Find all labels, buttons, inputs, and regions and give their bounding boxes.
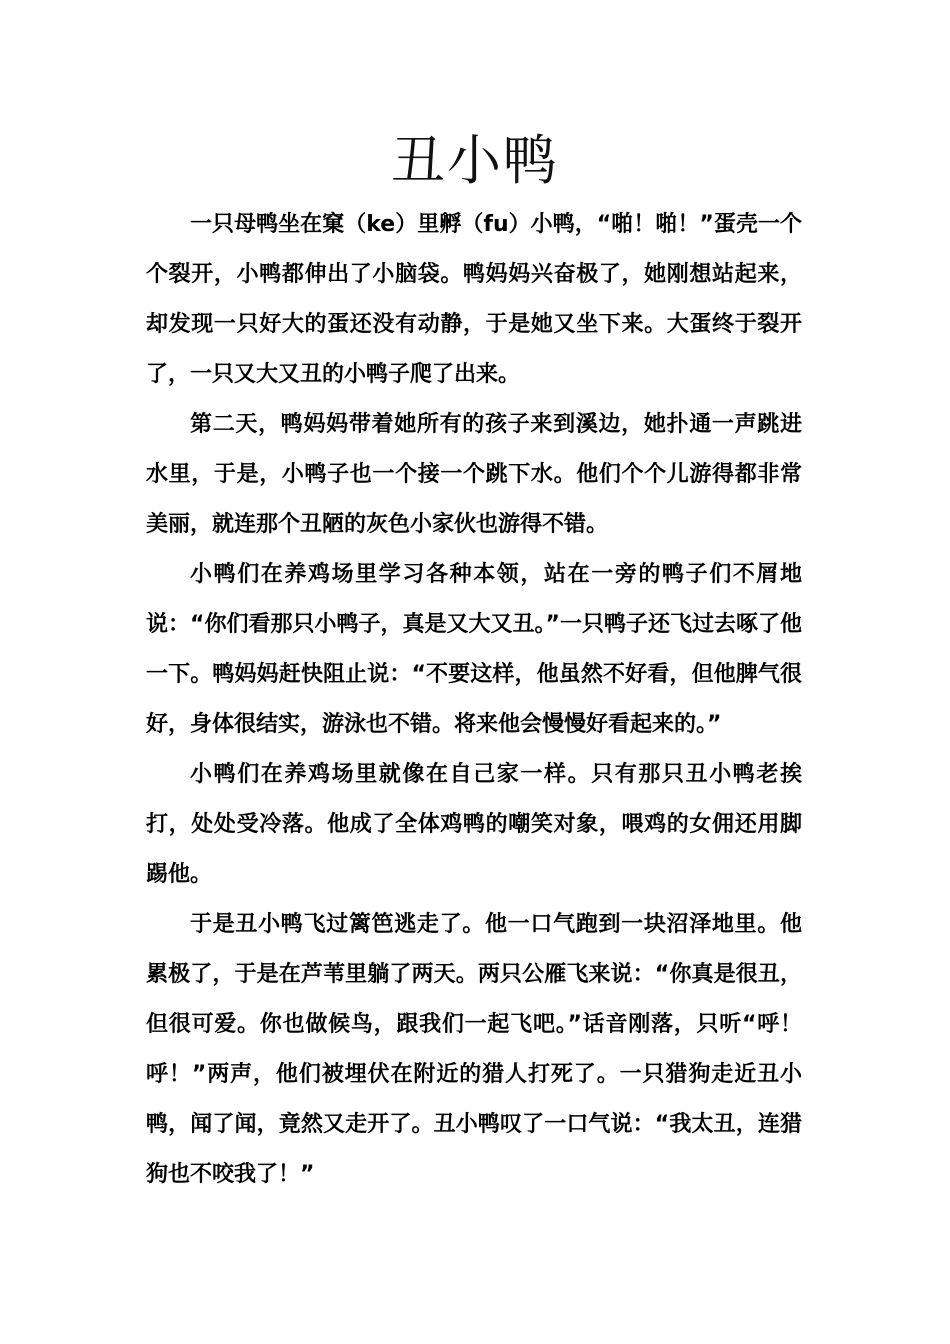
paragraph-5: 于是丑小鸭飞过篱笆逃走了。他一口气跑到一块沼泽地里。他累极了，于是在芦苇里躺了两天。两只公雁飞来说：“你真是很丑，但很可爱。你也做候鸟，跟我们一起飞吧。”话音刚落，只听“呼！呼！”两声，他们被埋伏在附近的猎人打死了。一只猎狗走近丑小鸭，闻了闻，竟然又走开了。丑小鸭叹了一口气说：“我太丑，连猎狗也不咬我了！” — [146, 912, 802, 1187]
paragraph-2: 第二天，鸭妈妈带着她所有的孩子来到溪边，她扑通一声跳进水里，于是，小鸭子也一个接一个跳下水。他们个个儿游得都非常美丽，就连那个丑陋的灰色小家伙也游得不错。 — [146, 412, 802, 537]
paragraph-4: 小鸭们在养鸡场里就像在自己家一样。只有那只丑小鸭老挨打，处处受冷落。他成了全体鸡鸭的嘲笑对象，喂鸡的女佣还用脚踢他。 — [146, 762, 802, 887]
paragraph-3: 小鸭们在养鸡场里学习各种本领，站在一旁的鸭子们不屑地说：“你们看那只小鸭子，真是又大又丑。”一只鸭子还飞过去啄了他一下。鸭妈妈赶快阻止说：“不要这样，他虽然不好看，但他脾气很好，身体很结实，游泳也不错。将来他会慢慢好看起来的。” — [146, 562, 802, 737]
paragraph-1: 一只母鸭坐在窠（ke）里孵（fu）小鸭，“啪！啪！”蛋壳一个个裂开，小鸭都伸出了小脑袋。鸭妈妈兴奋极了，她刚想站起来，却发现一只好大的蛋还没有动静，于是她又坐下来。大蛋终于裂开了，一只又大又丑的小鸭子爬了出来。 — [146, 212, 802, 387]
document-body — [146, 200, 802, 1200]
document-title: 丑小鸭 — [391, 129, 559, 192]
